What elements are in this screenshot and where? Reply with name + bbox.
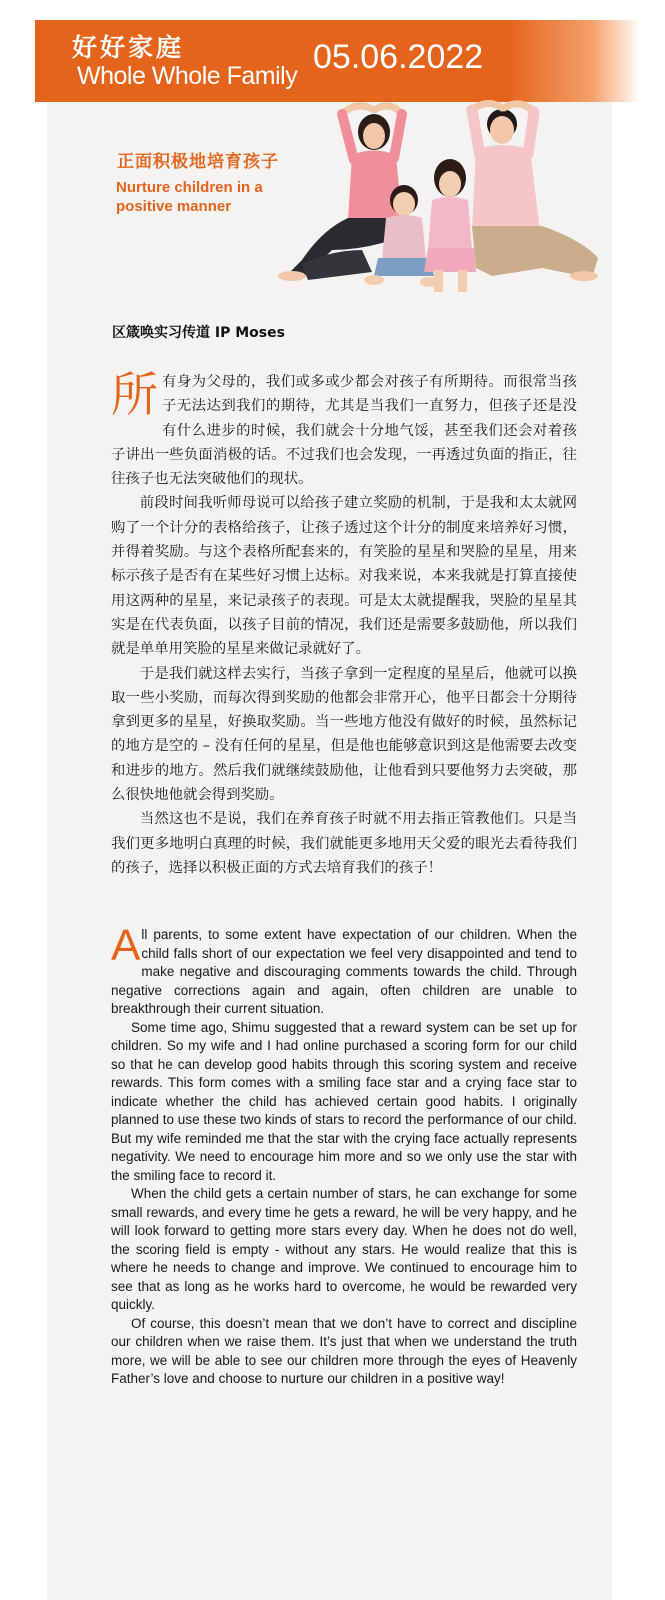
article-title-cn: 正面积极地培育孩子 (117, 152, 279, 172)
en-paragraph: Of course, this doesn’t mean that we don’t have to correct and discipline our children when we raise them. It’s just that when we understand the truth more, we will be able to see our children more through the eyes of Heavenly Father’s love and choose to nurture our children in a positive way! (111, 1315, 577, 1386)
cn-paragraph: 所有身为父母的，我们或多或少都会对孩子有所期待。而很常当孩子无法达到我们的期待，尤其是当我们一直努力，但孩子还是没有什么进步的时候，我们就会十分地气馁，甚至我们还会对着孩子讲出一些负面消极的话。不过我们也会发现，一再透过负面的指正，往往孩子也无法突破他们的现状。 (111, 368, 577, 488)
cn-paragraph: 于是我们就这样去实行，当孩子拿到一定程度的星星后，他就可以换取一些小奖励，而每次得到奖励的他都会非常开心，他平日都会十分期待拿到更多的星星，好换取奖励。当一些地方他没有做好的时候，虽然标记的地方是空的 – 没有任何的星星，但是他也能够意识到这是他需要去改变和进步的地方。然后我们就继续鼓励他，让他看到只要他努力去突破，那么很快地他就会得到奖励。 (111, 665, 577, 804)
cn-paragraph: 前段时间我听师母说可以给孩子建立奖励的机制，于是我和太太就网购了一个计分的表格给孩子，让孩子透过这个计分的制度来培养好习惯，并得着奖励。与这个表格所配套来的，有笑脸的星星和哭脸的星星，用来标示孩子是否有在某些好习惯上达标。对我来说，本来我就是打算直接使用这两种的星星，来记录孩子的表现。可是太太就提醒我，哭脸的星星其实是在代表负面，以孩子目前的情况，我们还是需要多鼓励他，所以我们就是单单用笑脸的星星来做记录就好了。 (111, 495, 577, 658)
en-paragraph: All parents, to some extent have expectation of our children. When the child falls short of our expectation we feel very disappointed and tend to make negative and discouraging comments towards the child. Through negative corrections again and again, often children are unable to breakthrough their current situation. (111, 921, 577, 1016)
issue-date: 05.06.2022 (313, 38, 484, 76)
article-body-en (111, 921, 578, 1389)
en-paragraph: Some time ago, Shimu suggested that a reward system can be set up for children. So my wife and I had online purchased a scoring form for our child so that he can develop good habits through this scoring system and receive rewards. This form comes with a smiling face star and a crying face star to indicate whether the child has achieved certain good habits. I originally planned to use these two kinds of stars to record the performance of our child. But my wife reminded me that the star with the crying face actually represents negativity. We need to encourage him more and so we only use the star with the smiling face to record it. (111, 1019, 578, 1183)
article-author: 区箴唤实习传道 IP Moses (112, 325, 285, 341)
column-name-cn: 好好家庭 (72, 33, 185, 62)
article-title-en: Nurture children in a positive manner (116, 179, 263, 215)
en-paragraph: When the child gets a certain number of stars, he can exchange for some small rewards, and every time he gets a reward, he will be very happy, and he will look forward to getting more stars every day. When he does not do well, the scoring field is empty - without any stars. He would realize that this is where he needs to change and improve. We continued to encourage him to see that as long as he works hard to overcome, he would be rewarded very quickly. (111, 1186, 577, 1312)
column-name-en: Whole Whole Family (77, 62, 298, 90)
family-photo (262, 100, 608, 300)
article-body-cn (111, 370, 577, 880)
en-dropcap: A (111, 921, 141, 970)
father-figure (472, 103, 598, 281)
cn-paragraph: 当然这也不是说，我们在养育孩子时就不用去指正管教他们。只是当我们更多地明白真理的时候，我们就能更多地用天父爱的眼光去看待我们的孩子，选择以积极正面的方式去培育我们的孩子！ (111, 811, 577, 876)
cn-dropcap: 所 (111, 368, 158, 423)
